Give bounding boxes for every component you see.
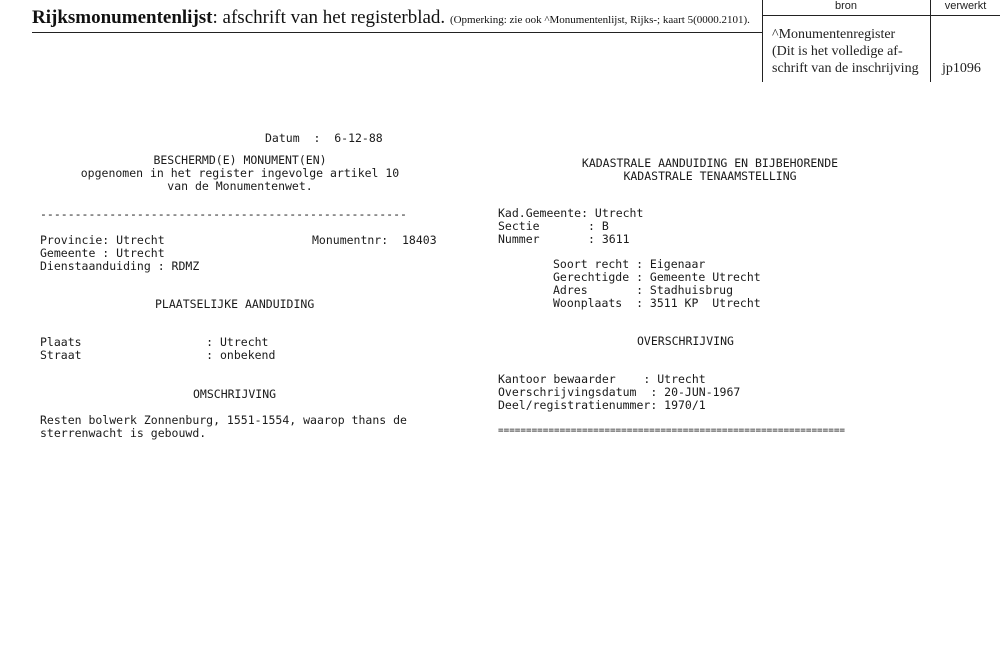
soort-recht-line: Soort recht : Eigenaar [553,257,706,271]
bron-line-3: schrift van de inschrijving [772,61,919,76]
datum-line: Datum : 6-12-88 [265,131,383,145]
provincie-line: Provincie: Utrecht [40,233,165,247]
verwerkt-label: verwerkt [944,0,987,12]
kadastrale-heading-line-2: KADASTRALE TENAAMSTELLING [623,169,797,183]
kad-gemeente-line: Kad.Gemeente: Utrecht [498,206,644,220]
plaats-line: Plaats : Utrecht [40,335,269,349]
source-box-left-border [762,0,763,82]
gemeente-line: Gemeente : Utrecht [40,246,165,260]
source-box [762,0,1000,80]
nummer-line: Nummer : 3611 [498,232,630,246]
omschrijving-heading: OMSCHRIJVING [193,387,277,401]
monumentnr-line: Monumentnr: 18403 [312,233,437,247]
gerechtigde-line: Gerechtigde : Gemeente Utrecht [553,270,761,284]
bron-line-1: ^Monumentenregister [772,27,896,42]
source-box-divider [930,0,931,82]
header-rule [32,32,762,33]
straat-line: Straat : onbekend [40,348,276,362]
overschrijving-heading: OVERSCHRIJVING [637,334,734,348]
woonplaats-line: Woonplaats : 3511 KP Utrecht [553,296,761,310]
monument-heading-line-3: van de Monumentenwet. [167,179,313,193]
omschrijving-line-1: Resten bolwerk Zonnenburg, 1551-1554, waarop thans de [40,413,407,427]
source-box-header-rule [762,15,1000,16]
bron-label: bron [834,0,858,12]
bron-line-2: (Dit is het volledige af- [772,44,903,59]
monument-heading-line-2: opgenomen in het register ingevolge artikel 10 [80,166,400,180]
omschrijving-line-2: sterrenwacht is gebouwd. [40,426,207,440]
overschrijvingsdatum-line: Overschrijvingsdatum : 20-JUN-1967 [498,385,741,399]
title-rest: : afschrift van het registerblad. [212,7,446,28]
dienstaanduiding-line: Dienstaanduiding : RDMZ [40,259,200,273]
monument-heading-line-1: BESCHERMD(E) MONUMENT(EN) [153,153,327,167]
adres-line: Adres : Stadhuisbrug [553,283,734,297]
document-title [32,7,750,29]
kantoor-bewaarder-line: Kantoor bewaarder : Utrecht [498,372,706,386]
dash-separator: ----------------------------------------------------- [40,207,407,221]
kadastrale-heading-line-1: KADASTRALE AANDUIDING EN BIJBEHORENDE [581,156,839,170]
plaatselijke-aanduiding-heading: PLAATSELIJKE AANDUIDING [155,297,315,311]
verwerkt-value: jp1096 [942,61,981,76]
title-note: (Opmerking: zie ook ^Monumentenlijst, Rijks-; kaart 5(0000.2101). [449,14,750,26]
sectie-line: Sectie : B [498,219,609,233]
deel-registratienummer-line: Deel/registratienummer: 1970/1 [498,398,706,412]
title-bold: Rijksmonumentenlijst [32,7,213,28]
equals-separator: ============================================================== [498,425,846,436]
